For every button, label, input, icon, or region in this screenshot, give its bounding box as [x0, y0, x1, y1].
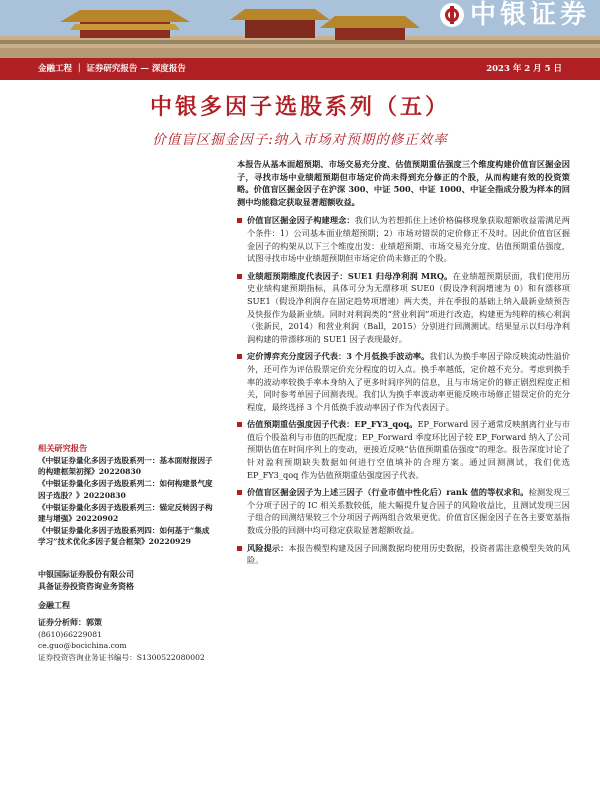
- key-point-lead: 估值预期重估强度因子代表：EP_FY3_qoq。: [247, 419, 418, 430]
- key-points-list: [237, 214, 570, 566]
- analyst-email[interactable]: ce.guo@bocichina.com: [38, 641, 127, 650]
- related-report-link[interactable]: 《中银证券量化多因子选股系列一：基本面财报因子的构建框架初探》20220830: [38, 456, 213, 477]
- company-name: 中银国际证券股份有限公司: [38, 569, 134, 579]
- key-point-text: 我们认为若想抓住上述价格偏移现象获取超额收益需满足两个条件：1）公司基本面业绩超预期；2）市场对错误的定价修正不及时。因此价值盲区掘金因子的构架从以下三个维度出发：业绩超预期、市场交易充分度、估值预期重估强度，试图寻找市场中业绩超预期但市场定价尚未修正的个股。: [247, 215, 570, 264]
- bullet-square-icon: [237, 218, 242, 223]
- key-point-text: 在业绩超预期层面，我们使用历史业绩构建预期指标，具体可分为无漂移项 SUE0（假设净利润增速为 0）和有漂移项 SUE1（假设净利润存在固定趋势项增速）两大类，并在季报的基础上纳入最新业绩预告及快报作为最新业绩。同时对利润类的“营业利润”项进行改造，构建更为纯粹的核心利润（张新民，2014）和营业利润（Ball，2015）分别进行回测测试。结果显示以归母净利润构建的带漂移项的 SUE1 因子表现最好。: [247, 270, 570, 344]
- key-point-lead: 价值盲区掘金因子构建理念：: [247, 215, 355, 226]
- company-logo: [440, 0, 590, 30]
- key-point: [237, 542, 570, 567]
- analyst-info: [38, 617, 216, 663]
- bullet-square-icon: [237, 354, 242, 359]
- report-date: 2023 年 2 月 5 日: [486, 64, 562, 74]
- key-point-lead: 业绩超预期维度代表因子：SUE1 归母净利润 MRQ。: [247, 270, 453, 281]
- bullet-square-icon: [237, 546, 242, 551]
- key-point-text: 我们认为换手率因子除反映流动性溢价外，还可作为评估股票定价充分程度的切入点。换手率越低，定价越不充分。考虑到换手率的波动率较换手率本身纳入了更多时间序列的信息，且与市场定价的修正剧烈程度正相关，同时参考单因子回测表现。我们认为换手率波动率更能反映市场修正错误定价的充分程度，最终选择 3 个月低换手波动率因子作为代表因子。: [247, 351, 570, 412]
- related-reports-list: [38, 455, 216, 549]
- company-qualification: 具备证券投资咨询业务资格: [38, 581, 134, 591]
- bullet-square-icon: [237, 274, 242, 279]
- related-report-link[interactable]: 《中银证券量化多因子选股系列四：如何基于“集成学习”技术优化多因子复合框架》20220929: [38, 526, 210, 547]
- key-point: [237, 270, 570, 346]
- header-banner: [0, 0, 600, 58]
- analyst-phone: (8610)66229081: [38, 629, 102, 639]
- key-point-lead: 风险提示：: [247, 542, 289, 553]
- analyst-license: 证券投资咨询业务证书编号：S1300522080002: [38, 652, 205, 662]
- report-title: 中银多因子选股系列（五）: [149, 94, 450, 120]
- key-point: [237, 486, 570, 536]
- breadcrumb: 金融工程 ｜ 证券研究报告 — 深度报告: [38, 64, 186, 74]
- company-info: [38, 568, 216, 592]
- key-point-lead: 定价博弈充分度因子代表：3 个月低换手波动率。: [247, 351, 430, 362]
- related-report-link[interactable]: 《中银证券量化多因子选股系列二：如何构建景气度因子选股？》20220830: [38, 479, 213, 500]
- key-point-lead: 价值盲区掘金因子为上述三因子（行业市值中性化后）rank 值的等权求和。: [247, 487, 529, 498]
- key-point: [237, 350, 570, 413]
- key-point: [237, 214, 570, 264]
- bullet-square-icon: [237, 422, 242, 427]
- key-point-text: EP_Forward 因子通常反映割离行业与市值后个股盈利与市值的匹配度；EP_Forward 季度环比因子较 EP_Forward 纳入了公司预期估值在时间序列上的变动，更接近反映“估值预期重估强度”的理念。报告深度讨论了针对盈利预期缺失数据如何进行空值填补的合理方案。通过回测测试，我们优选 EP_FY3_qoq 作为估值预期重估强度因子代表。: [247, 419, 570, 480]
- key-point-text: 检测发现三个分项子因子的 IC 相关系数较低，能大幅提升复合因子的风险收益比，且测试发现三因子组合的回测结果较三个分项因子两两组合效果更优。价值盲区掘金因子在各主要宽基指数成分股的回测中均可稳定获取显著超额收益。: [247, 487, 570, 536]
- related-reports-heading: 相关研究报告: [38, 443, 88, 453]
- boc-logo-icon: [440, 3, 464, 27]
- department-label: 金融工程: [38, 600, 70, 610]
- key-point-text: 本报告模型构建及因子回测数据均使用历史数据，投资者需注意模型失效的风险。: [247, 542, 570, 566]
- meta-bar: [0, 58, 600, 80]
- summary-column: [237, 158, 570, 572]
- intro-paragraph: 本报告从基本面超预期、市场交易充分度、估值预期重估强度三个维度构建价值盲区掘金因子，寻找市场中业绩超预期但市场定价尚未得到充分修正的个股，从而构建有效的投资策略。价值盲区掘金因子在沪深 300、中证 500、中证 1000、中证全指成分股为样本的回测中均能稳定获取显著超额收益。: [237, 159, 570, 207]
- logo-text: 中银证券: [469, 0, 590, 30]
- key-point: [237, 418, 570, 481]
- bullet-square-icon: [237, 490, 242, 495]
- analyst-name: 证券分析师：郭策: [38, 617, 102, 627]
- report-subtitle: 价值盲区掘金因子:纳入市场对预期的修正效率: [152, 132, 448, 148]
- related-report-link[interactable]: 《中银证券量化多因子选股系列三：锚定反转因子构建与增强》20220902: [38, 502, 213, 524]
